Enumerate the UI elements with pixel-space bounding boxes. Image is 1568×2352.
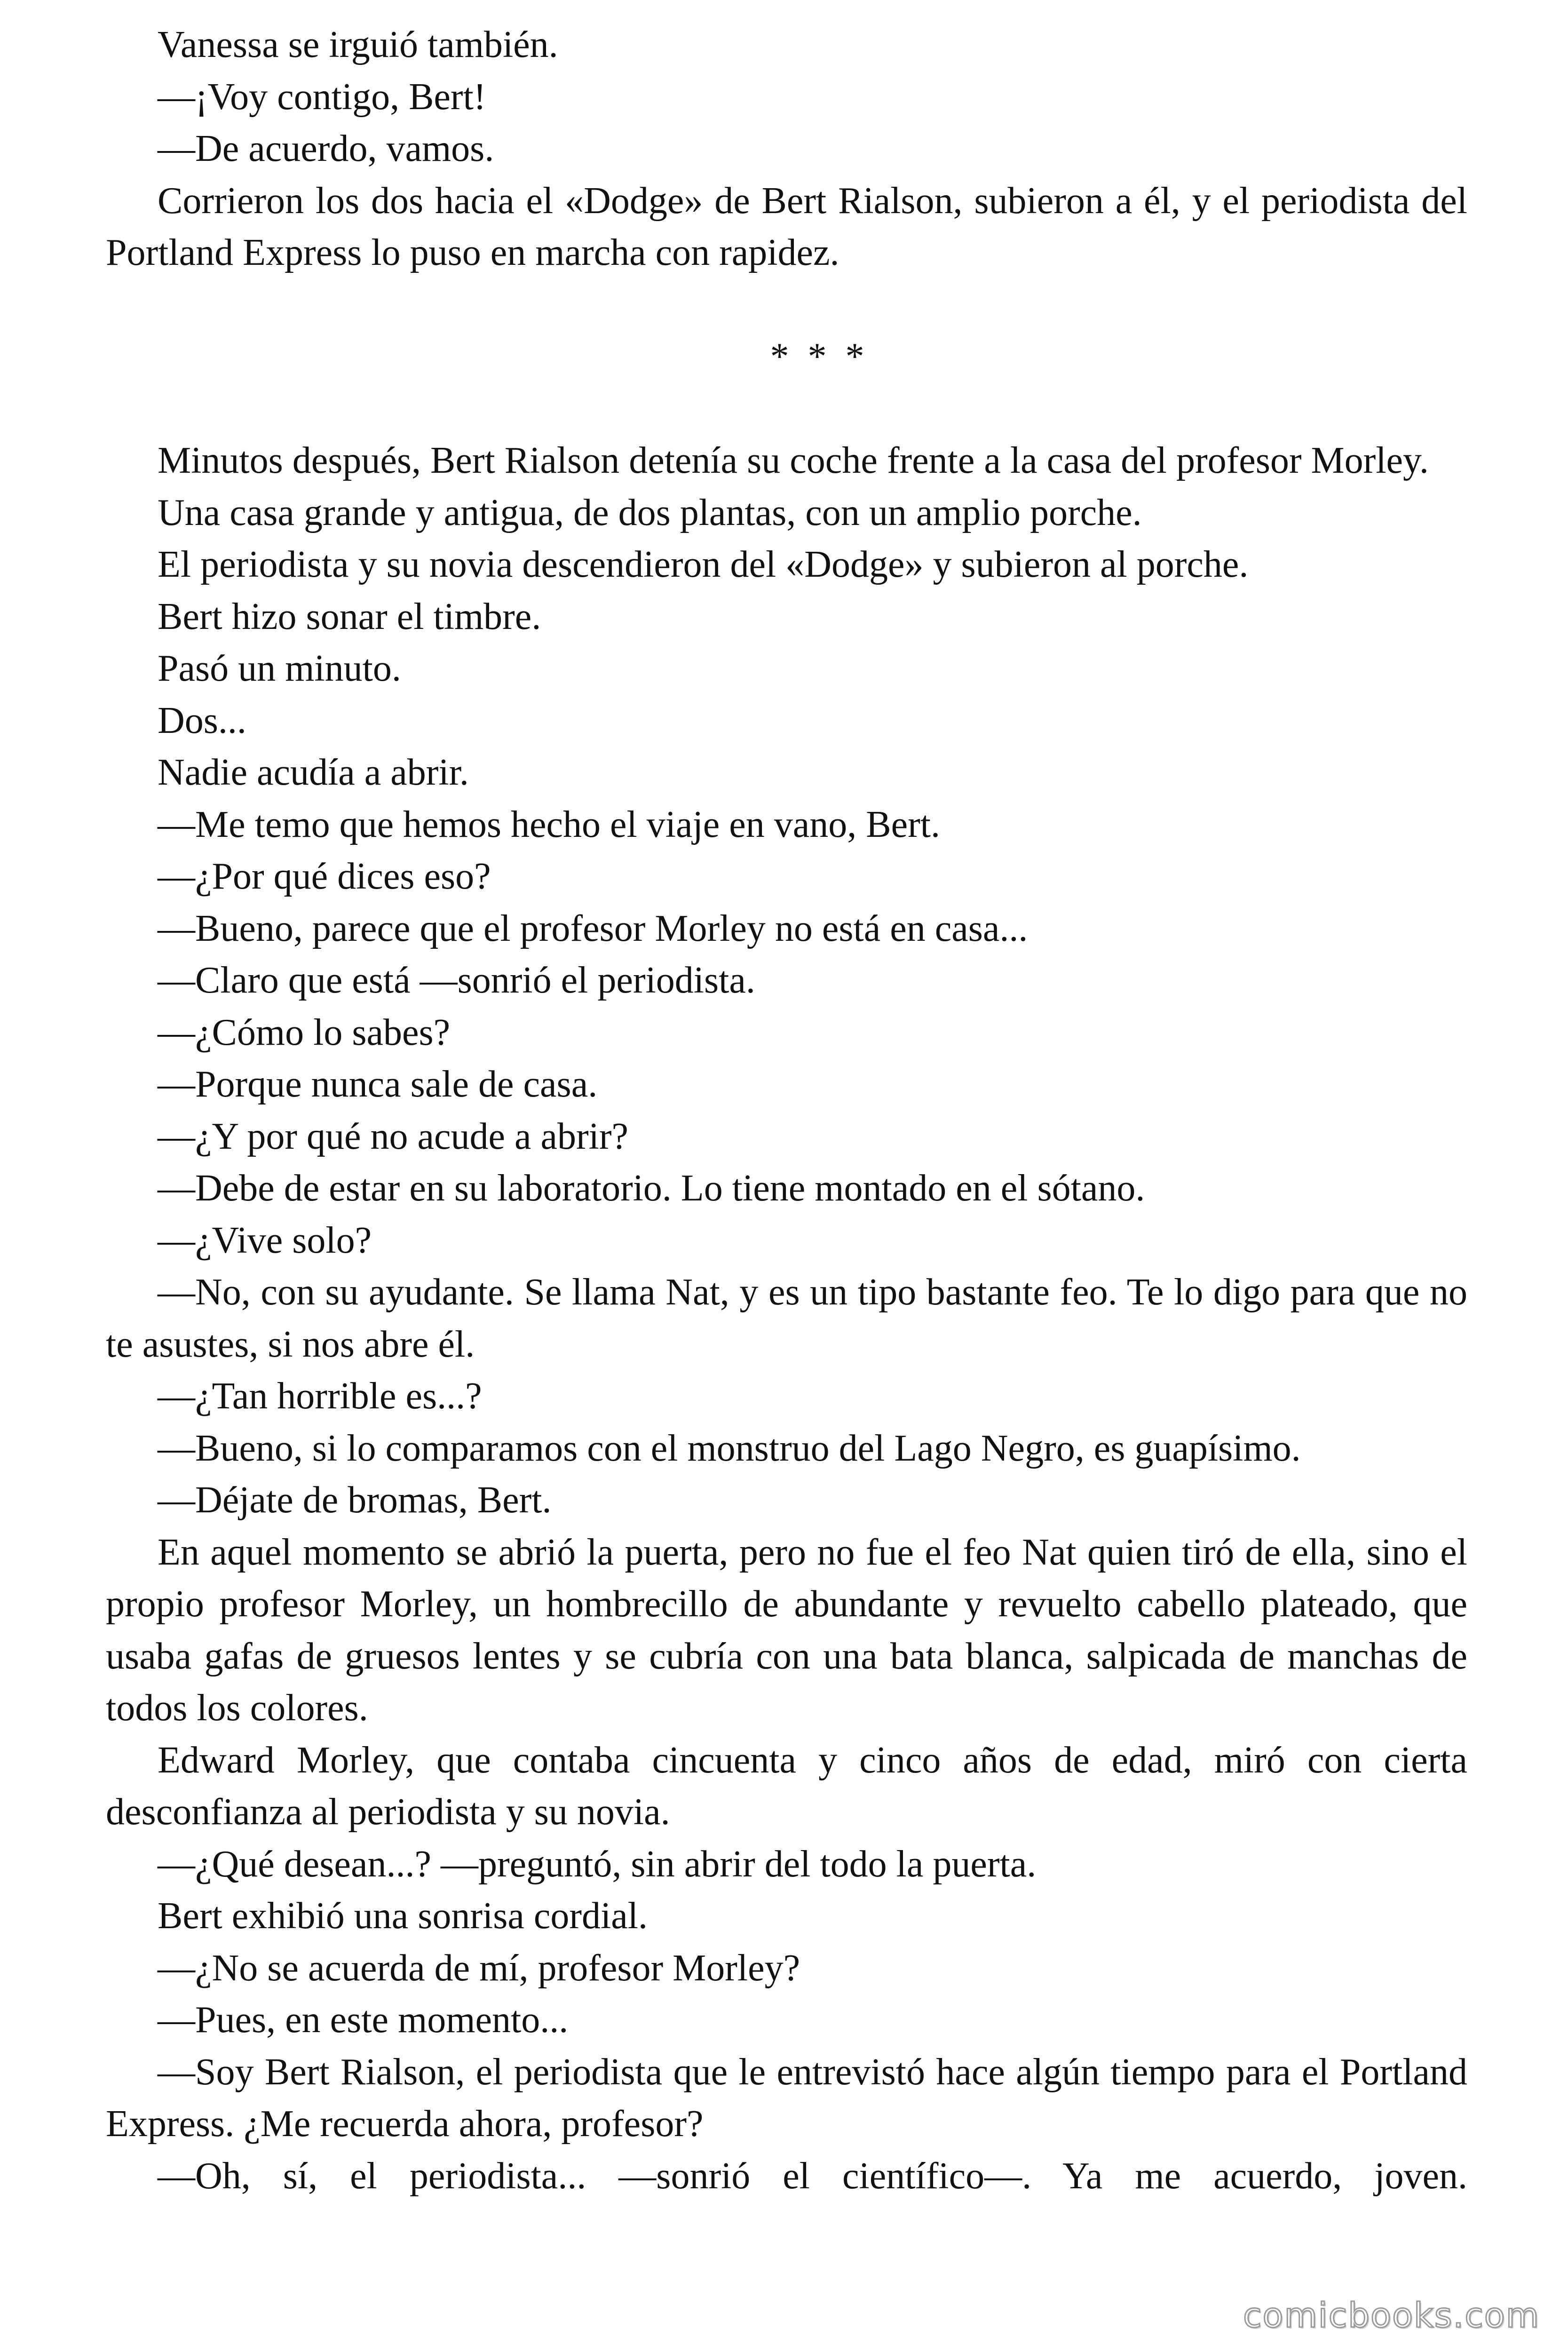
paragraph: Edward Morley, que contaba cincuenta y cinco años de edad, miró con cierta desconfianza al periodista y su novia. [106,1739,1467,1833]
paragraph: —¿Cómo lo sabes? [158,1011,451,1053]
paragraph: Dos... [158,699,246,741]
paragraph: —Me temo que hemos hecho el viaje en vano, Bert. [158,803,940,845]
paragraph: —Porque nunca sale de casa. [158,1064,598,1105]
paragraph: —Déjate de bromas, Bert. [158,1479,552,1521]
paragraph: —Claro que está —sonrió el periodista. [158,960,755,1001]
paragraph: El periodista y su novia descendieron del «Dodge» y subieron al porche. [158,544,1249,585]
paragraph: Bert exhibió una sonrisa cordial. [158,1895,648,1937]
paragraph: —¿Y por qué no acude a abrir? [158,1115,629,1157]
paragraph: —De acuerdo, vamos. [158,128,494,169]
paragraph: —No, con su ayudante. Se llama Nat, y es un tipo bastante feo. Te lo digo para que no te asustes, si nos abre él. [106,1271,1467,1365]
paragraph: —¿Por qué dices eso? [158,856,491,897]
paragraph: —¡Voy contigo, Bert! [158,76,486,118]
paragraph: —Debe de estar en su laboratorio. Lo tiene montado en el sótano. [158,1168,1145,1209]
scene-separator: * * * [770,335,869,377]
text-body [106,19,1467,2202]
paragraph: —Bueno, si lo comparamos con el monstruo del Lago Negro, es guapísimo. [158,1427,1301,1469]
paragraph: —¿No se acuerda de mí, profesor Morley? [158,1947,800,1989]
paragraph: Minutos después, Bert Rialson detenía su coche frente a la casa del profesor Morley. [158,440,1429,481]
paragraph: —¿Tan horrible es...? [158,1375,482,1417]
paragraph: —Bueno, parece que el profesor Morley no está en casa... [158,907,1028,949]
paragraph: —Soy Bert Rialson, el periodista que le entrevistó hace algún tiempo para el Portland Express. ¿Me recuerda ahora, profesor? [106,2051,1467,2145]
paragraph: Pasó un minuto. [158,648,401,689]
paragraph: En aquel momento se abrió la puerta, pero no fue el feo Nat quien tiró de ella, sino el propio profesor Morley, un hombrecillo de abundante y revuelto cabello plateado, que usaba gafas de gruesos lentes y se cubría con una bata blanca, salpicada de manchas de todos los colores. [106,1531,1467,1729]
paragraph: —Pues, en este momento... [158,1999,569,2041]
paragraph: —¿Qué desean...? —preguntó, sin abrir del todo la puerta. [158,1843,1037,1885]
paragraph: Vanessa se irguió también. [158,24,558,65]
paragraph: Una casa grande y antigua, de dos plantas, con un amplio porche. [158,492,1142,533]
paragraph: —¿Vive solo? [158,1219,372,1261]
paragraph: Corrieron los dos hacia el «Dodge» de Bert Rialson, subieron a él, y el periodista del Portland Express lo puso en marcha con rapidez. [106,180,1467,273]
paragraph: Nadie acudía a abrir. [158,752,469,793]
paragraph: Bert hizo sonar el timbre. [158,596,541,637]
watermark-logo: comicbooks.com [1243,2296,1540,2335]
paragraph: —Oh, sí, el periodista... —sonrió el científico—. Ya me acuerdo, joven. [158,2155,1467,2197]
